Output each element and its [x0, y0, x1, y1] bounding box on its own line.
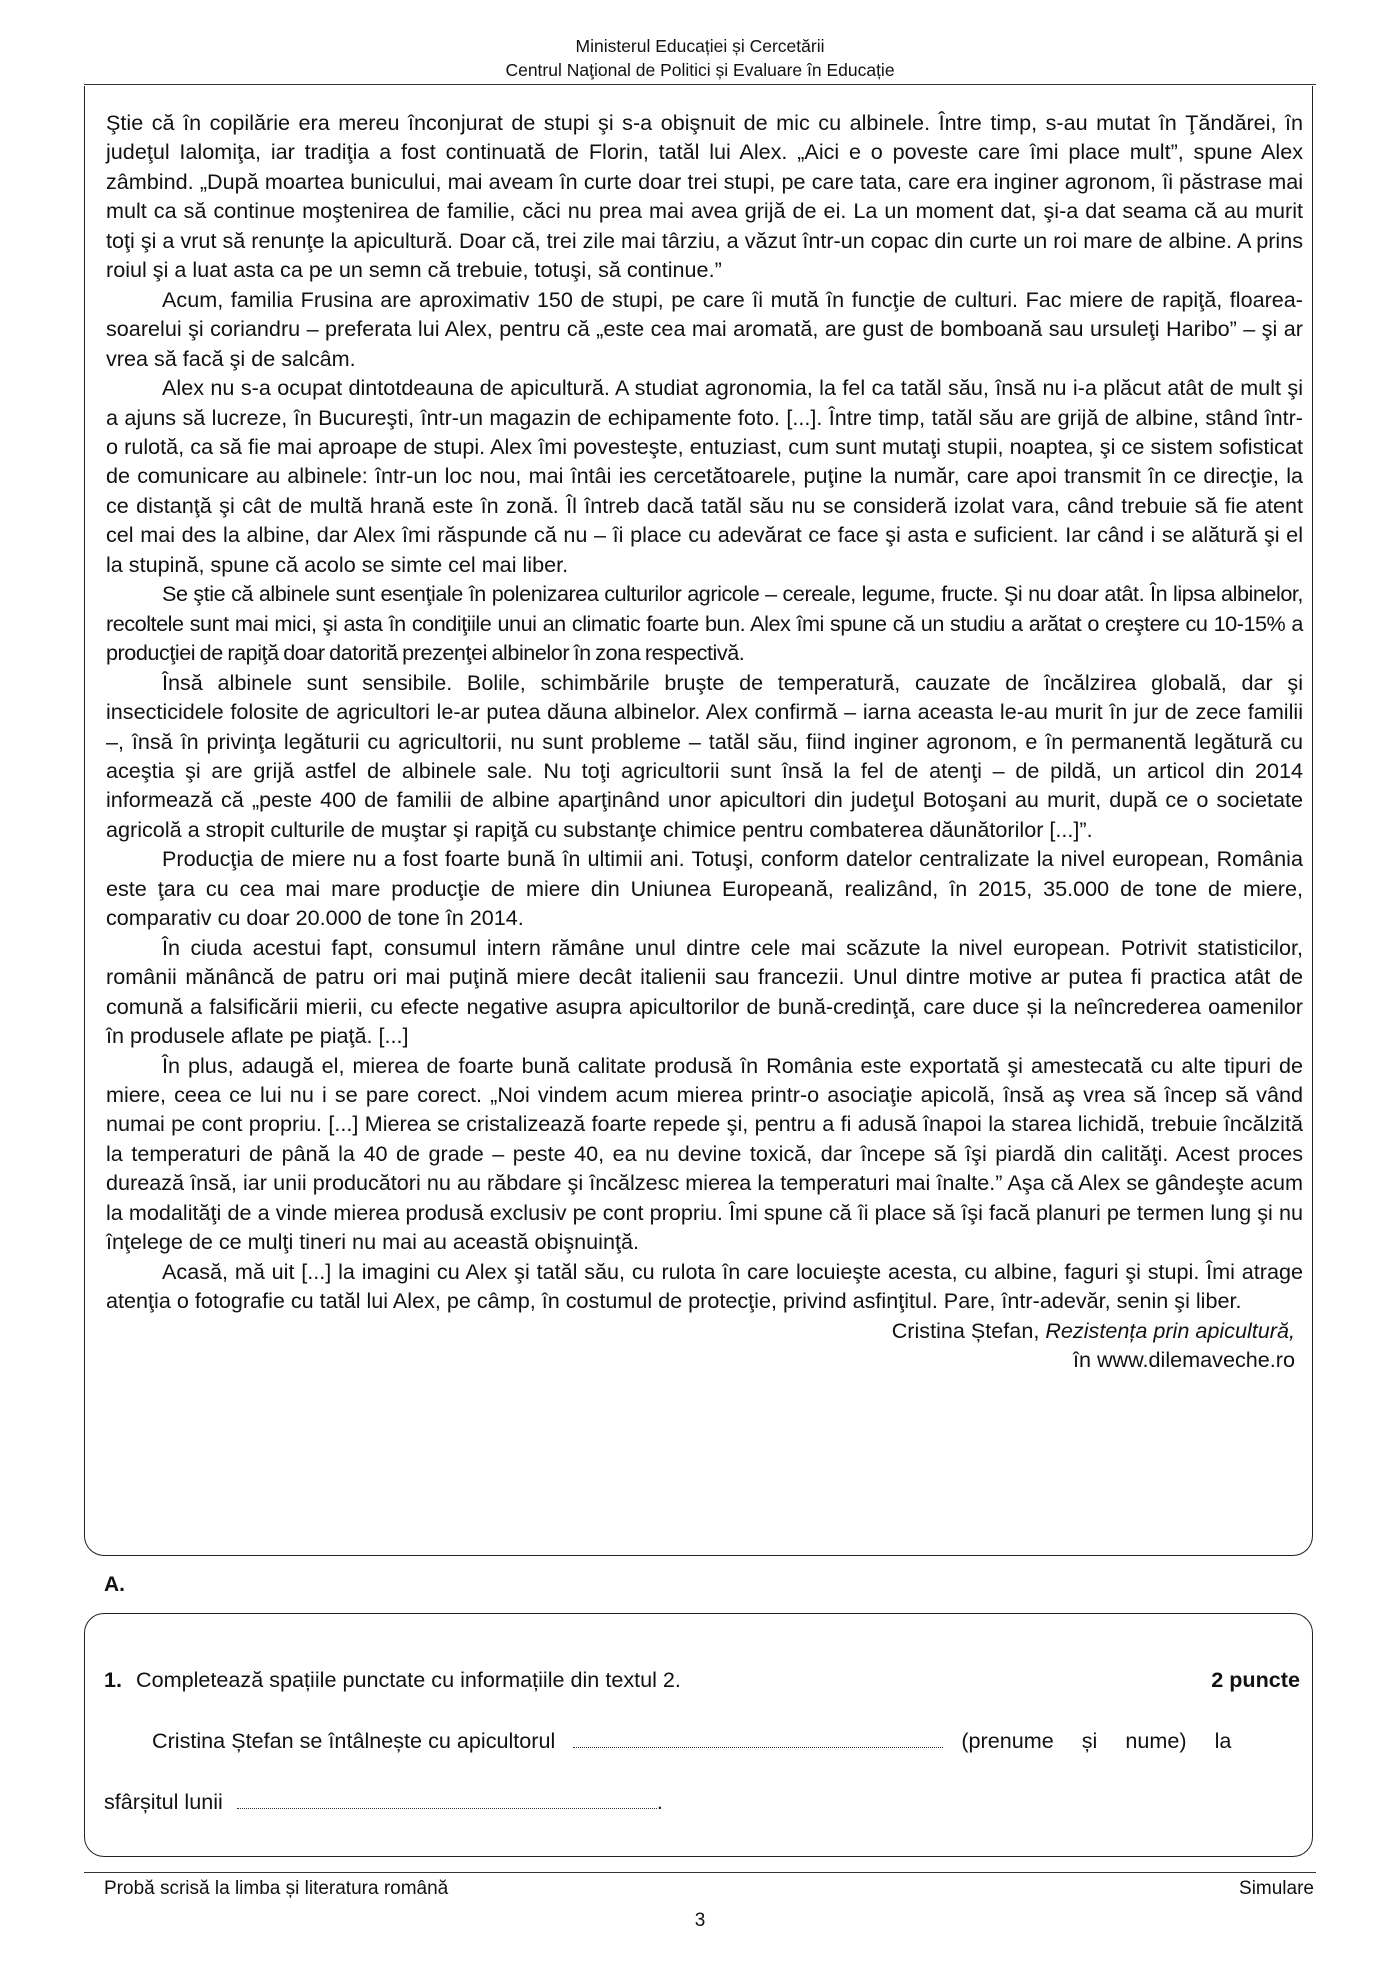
question-number: 1.: [104, 1667, 123, 1692]
paragraph: Acasă, mă uit [...] la imagini cu Alex şi tatăl său, cu rulota în care locuieşte acesta, cu albine, faguri şi stupi. Îmi atrage atenţia o fotografie cu tatăl lui Alex, pe câmp, în costumul de protecţie, privind asfinţitul. Pare, într-adevăr, senin şi liber.: [106, 1258, 1303, 1314]
question-1: [104, 1666, 1300, 1694]
answer-hint: (prenume: [961, 1728, 1054, 1753]
answer-hint: la: [1214, 1728, 1232, 1753]
answer-hint: și: [1081, 1728, 1098, 1753]
article-text: [106, 108, 1303, 1374]
answer-line-2: [104, 1788, 663, 1816]
citation-title: Rezistența prin apicultură,: [1045, 1317, 1295, 1343]
document-header: [0, 34, 1400, 82]
question-points: 2 puncte: [1211, 1667, 1300, 1692]
answer-hint: nume): [1125, 1728, 1187, 1753]
header-divider: [84, 84, 1316, 85]
footer-divider: [84, 1872, 1316, 1873]
citation-author: Cristina Ștefan,: [891, 1317, 1046, 1343]
section-label: A.: [104, 1573, 125, 1596]
answer-line-2-text: sfârșitul lunii: [104, 1789, 223, 1814]
paragraph: Acum, familia Frusina are aproximativ 150 de stupi, pe care îi mută în funcţie de culturi. Fac miere de rapiţă, floarea-soarelui şi coriandru – preferata lui Alex, pentru că „este cea mai aromată, are gust de bomboană sau ursuleţi Haribo” – şi ar vrea să facă şi de salcâm.: [106, 286, 1303, 371]
paragraph: Însă albinele sunt sensibile. Bolile, schimbările bruşte de temperatură, cauzate de încălzirea globală, dar şi insecticidele folosite de agricultori le-ar putea dăuna albinelor. Alex confirmă – iarna aceasta le-au murit în jur de zece familii –, însă în privinţa legăturii cu agricultorii, nu sunt probleme – tatăl său, fiind inginer agronom, e în permanentă legătură cu aceştia şi are grijă astfel de albinele sale. Nu toţi agricultorii sunt însă la fel de atenţi – de pildă, un articol din 2014 informează că „peste 400 de familii de albine aparţinând unor apicultori din judeţul Botoşani au murit, după ce o societate agricolă a stropit culturile de muştar şi rapiţă cu substanţe chimice pentru combaterea dăunătorilor [...]”.: [106, 669, 1303, 842]
center-name: Centrul Naţional de Politici și Evaluare în Educație: [505, 60, 895, 80]
page-number: 3: [694, 1910, 706, 1931]
paragraph: Alex nu s-a ocupat dintotdeauna de apicultură. A studiat agronomia, la fel ca tatăl său, însă nu i-a plăcut atât de mult şi a ajuns să lucreze, în Bucureşti, într-un magazin de echipamente foto. [...]. Între timp, tatăl său are grijă de albine, stând într-o rulotă, ca să fie mai aproape de stupi. Alex îmi povesteşte, entuziast, cum sunt mutaţi stupii, noaptea, şi ce sistem sofisticat de comunicare au albinele: într-un loc nou, mai întâi ies cercetătoarele, puţine la număr, care apoi transmit în ce direcţie, la ce distanţă şi cât de multă hrană este în zonă. Îl întreb dacă tatăl său nu se consideră izolat vara, când trebuie să fie atent cel mai des la albine, dar Alex îmi răspunde că nu – îi place cu adevărat ce face şi asta e suficient. Iar când i se alătură şi el la stupină, spune că acolo se simte cel mai liber.: [106, 375, 1303, 577]
answer-line-1: [152, 1727, 1302, 1755]
month-blank[interactable]: [237, 1788, 657, 1809]
beekeeper-name-blank[interactable]: [573, 1727, 943, 1748]
answer-line-2-end: .: [656, 1789, 663, 1814]
citation-source: în www.dilemaveche.ro: [1072, 1347, 1295, 1373]
exam-name: Probă scrisă la limba și literatura română: [104, 1878, 449, 1899]
exam-type: Simulare: [1239, 1878, 1314, 1899]
question-prompt: Completează spațiile punctate cu informațiile din textul 2.: [136, 1667, 681, 1692]
answer-line-1-text: Cristina Ștefan se întâlnește cu apicultorul: [152, 1728, 556, 1753]
ministry-name: Ministerul Educației și Cercetării: [575, 36, 825, 56]
paragraph: Ştie că în copilărie era mereu înconjurat de stupi şi s-a obişnuit de mic cu albinele. Între timp, s-au mutat în Ţăndărei, în judeţul Ialomiţa, iar tradiţia a fost continuată de Florin, tatăl lui Alex. „Aici e o poveste care îmi place mult”, spune Alex zâmbind. „După moartea bunicului, mai aveam în curte doar trei stupi, pe care tata, care era inginer agronom, îi păstrase mai mult ca să continue moştenirea de familie, căci nu prea mai avea grijă de ei. La un moment dat, şi-a dat seama că au murit toţi şi a vrut să renunţe la apicultură. Doar că, trei zile mai târziu, a văzut într-un copac din curte un roi mare de albine. A prins roiul şi a luat asta ca pe un semn că trebuie, totuşi, să continue.”: [106, 110, 1303, 283]
paragraph: Se ştie că albinele sunt esenţiale în polenizarea culturilor agricole – cereale, legume, fructe. Şi nu doar atât. În lipsa albinelor, recoltele sunt mai mici, şi asta în condiţiile unui an climatic foarte bun. Alex îmi spune că un studiu a arătat o creştere cu 10-15% a producţiei de rapiţă doar datorită prezenţei albinelor în zona respectivă.: [106, 581, 1303, 666]
citation: [106, 1316, 1295, 1345]
paragraph: Producţia de miere nu a fost foarte bună în ultimii ani. Totuşi, conform datelor centralizate la nivel european, România este ţara cu cea mai mare producţie de miere din Uniunea Europeană, realizând, în 2015, 35.000 de tone de miere, comparativ cu doar 20.000 de tone în 2014.: [106, 846, 1303, 931]
paragraph: În ciuda acestui fapt, consumul intern rămâne unul dintre cele mai scăzute la nivel european. Potrivit statisticilor, românii mănâncă de patru ori mai puţină miere decât italienii sau francezii. Unul dintre motive ar putea fi practica atât de comună a falsificării mierii, cu efecte negative asupra apicultorilor de bună-credinţă, care duce și la neîncrederea oamenilor în produsele aflate pe piaţă. [...]: [106, 934, 1303, 1049]
paragraph: În plus, adaugă el, mierea de foarte bună calitate produsă în România este exportată şi amestecată cu alte tipuri de miere, ceea ce lui nu i se pare corect. „Noi vindem acum mierea printr-o asociaţie apicolă, însă aş vrea să încep să vând numai pe cont propriu. [...] Mierea se cristalizează foarte repede şi, pentru a fi adusă înapoi la starea lichidă, trebuie încălzită la temperaturi de până la 40 de grade – peste 40, ea nu devine toxică, dar începe să îşi piardă din calităţi. Acest proces durează însă, iar unii producători nu au răbdare şi încălzesc mierea la temperaturi mai înalte.” Aşa că Alex se gândeşte acum la modalităţi de a vinde mierea produsă exclusiv pe cont propriu. Îmi spune că îi place să îşi facă planuri pe termen lung şi nu înţelege de ce mulţi tineri nu mai au această obişnuinţă.: [106, 1052, 1303, 1255]
